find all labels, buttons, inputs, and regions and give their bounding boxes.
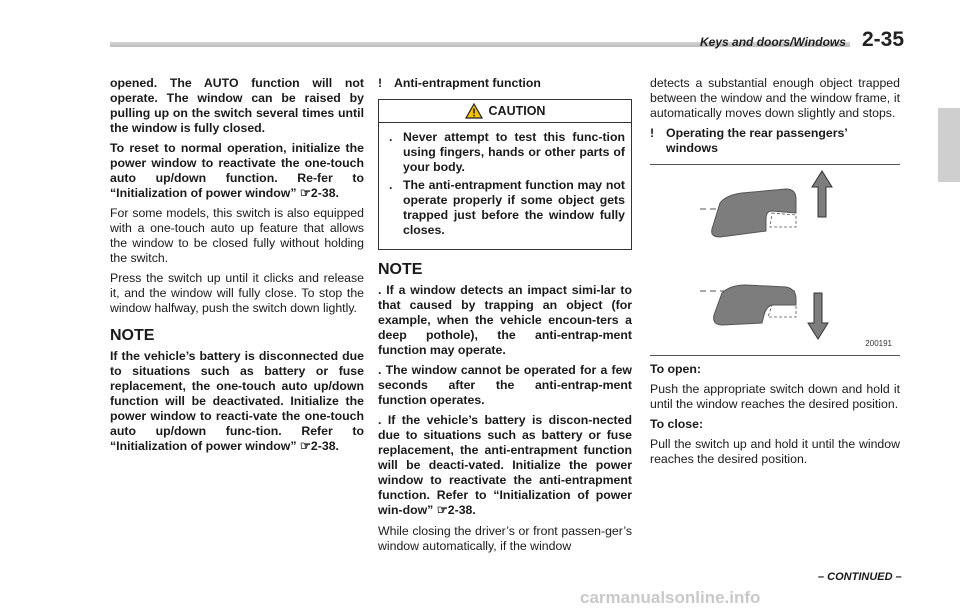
- note-text: If the vehicle’s battery is disconnected due to situations such as battery or fuse replacement, the one-touch auto up/down function will be deactivated. Initialize the power window to reacti-vate the one-touch auto up/down func-tion. Refer to “Initialization of power window” ☞2-38.: [110, 349, 364, 453]
- section-title: Keys and doors/Windows: [700, 35, 846, 49]
- caution-item-text: Never attempt to test this func-tion using fingers, hands or other parts of your body.: [403, 130, 625, 174]
- caution-item: [389, 178, 625, 238]
- caution-item-text: The anti-entrapment function may not operate properly if some object gets trapped just before the window fully closes.: [403, 178, 625, 237]
- page-number: 2-35: [862, 28, 905, 51]
- note-heading: NOTE: [110, 327, 155, 344]
- caution-label: CAUTION: [488, 103, 546, 118]
- note-item: [378, 413, 632, 518]
- warning-icon: [465, 103, 483, 119]
- paragraph: To reset to normal operation, initialize the power window to reactivate the one-touch auto up/down function. Re-fer to “Initialization of power window” ☞2-38.: [110, 141, 364, 200]
- paragraph: While closing the driver’s or front passen-ger’s window automatically, if the window: [378, 524, 632, 553]
- paragraph: opened. The AUTO function will not operate. The window can be raised by pulling up on the switch several times until the window is fully closed.: [110, 76, 364, 135]
- bullet-icon: .: [389, 178, 393, 192]
- bullet-icon: .: [389, 130, 393, 144]
- figure-code: 200191: [865, 339, 892, 348]
- note-item: [378, 363, 632, 408]
- column-middle: [378, 76, 632, 559]
- caution-box: [378, 99, 632, 250]
- paragraph: For some models, this switch is also equipped with a one-touch auto up feature that allows the window to be closed fully without holding the switch.: [110, 206, 364, 265]
- paragraph: Push the appropriate switch down and hold it until the window reaches the desired position.: [650, 382, 900, 411]
- note-item-text: If a window detects an impact simi-lar to that caused by trapping an object (for example, when the vehicle encoun-ters a deep pothole), the anti-entrap-ment function may operate.: [378, 283, 632, 357]
- section-heading-text: Anti-entrapment function: [394, 76, 541, 90]
- subheading: To open:: [650, 362, 701, 376]
- note-item-text: The window cannot be operated for a few seconds after the anti-entrap-ment function operates.: [378, 363, 632, 407]
- window-switch-diagram: [650, 165, 900, 355]
- paragraph: Press the switch up until it clicks and release it, and the window will fully close. To stop the window halfway, push the switch down lightly.: [110, 271, 364, 315]
- caution-item: [389, 130, 625, 175]
- marker-icon: !: [378, 76, 383, 90]
- marker-icon: !: [650, 126, 655, 140]
- switch-illustration: [650, 164, 900, 356]
- note-item: [378, 283, 632, 358]
- note-heading: NOTE: [378, 261, 423, 278]
- note-item-text: If the vehicle’s battery is discon-nected due to situations such as battery or fuse replacement, the anti-entrapment function will be deacti-vated. Initialize the power window to reactivate the anti-entrapment function. Refer to “Initialization of power win-dow” ☞2-38.: [378, 413, 632, 517]
- section-heading-text: Operating the rear passengers’ windows: [666, 126, 848, 155]
- caution-title: [379, 100, 631, 123]
- chapter-tab: [938, 108, 960, 182]
- paragraph: Pull the switch up and hold it until the window reaches the desired position.: [650, 437, 900, 466]
- subheading: To close:: [650, 417, 704, 431]
- column-left: [110, 76, 364, 459]
- paragraph: detects a substantial enough object trapped between the window and the window frame, it automatically moves down slightly and stops.: [650, 76, 900, 120]
- section-heading: [378, 76, 632, 91]
- column-right: [650, 76, 900, 472]
- continued-label: – CONTINUED –: [818, 571, 902, 583]
- section-heading: [650, 126, 900, 156]
- bullet-icon: .: [378, 283, 387, 297]
- bullet-icon: .: [378, 363, 386, 377]
- bullet-icon: .: [378, 413, 388, 427]
- watermark: carmanualsonline.info: [580, 588, 761, 607]
